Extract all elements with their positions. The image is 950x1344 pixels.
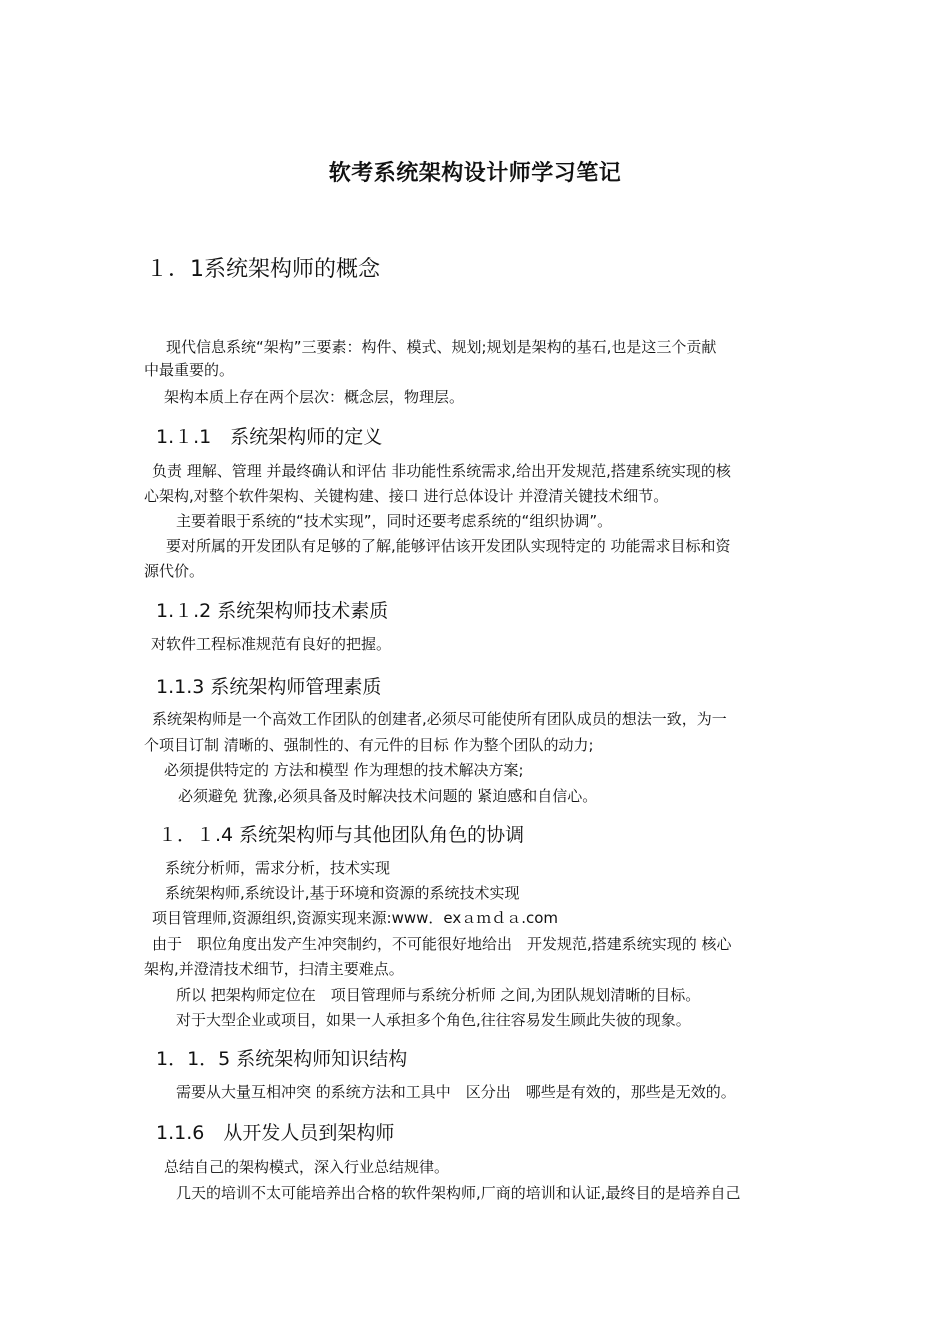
paragraph-line: 架构,并澄清技术细节，扫清主要难点。	[144, 960, 404, 978]
paragraph-line: 架构本质上存在两个层次：概念层，物理层。	[164, 388, 465, 406]
paragraph-line: 几天的培训不太可能培养出合格的软件架构师,厂商的培训和认证,最终目的是培养自己	[176, 1184, 741, 1202]
document-title: 软考系统架构设计师学习笔记	[328, 161, 622, 186]
subsection-heading-1-1-3: 1.1.3 系统架构师管理素质	[156, 676, 382, 698]
paragraph-line: 要对所属的开发团队有足够的了解,能够评估该开发团队实现特定的 功能需求目标和资	[166, 537, 731, 555]
section-heading-1-1: １．1系统架构师的概念	[146, 257, 380, 282]
paragraph-line: 项目管理师,资源组织,资源实现来源:www．exａｍｄａ.com	[152, 909, 559, 927]
paragraph-line: 对于大型企业或项目，如果一人承担多个角色,往往容易发生顾此失彼的现象。	[176, 1011, 691, 1029]
paragraph-line: 现代信息系统“架构”三要素：构件、模式、规划;规划是架构的基石,也是这三个贡献	[166, 338, 717, 356]
subsection-heading-1-1-5: 1．1．5 系统架构师知识结构	[156, 1048, 408, 1070]
subsection-heading-1-1-4: １．１.4 系统架构师与其他团队角色的协调	[158, 824, 525, 846]
paragraph-line: 源代价。	[144, 562, 205, 580]
paragraph-line: 系统分析师，需求分析，技术实现	[165, 859, 391, 877]
paragraph-line: 由于 职位角度出发产生冲突制约，不可能很好地给出 开发规范,搭建系统实现的 核心	[152, 935, 732, 953]
paragraph-line: 心架构,对整个软件架构、关键构建、接口 进行总体设计 并澄清关键技术细节。	[144, 487, 669, 505]
subsection-heading-1-1-6: 1.1.6 从开发人员到架构师	[156, 1122, 395, 1144]
paragraph-line: 负责 理解、管理 并最终确认和评估 非功能性系统需求,给出开发规范,搭建系统实现的核	[152, 462, 731, 480]
paragraph-line: 中最重要的。	[144, 361, 235, 379]
paragraph-line: 系统架构师,系统设计,基于环境和资源的系统技术实现	[165, 884, 520, 902]
paragraph-line: 必须提供特定的 方法和模型 作为理想的技术解决方案;	[164, 761, 524, 779]
paragraph-line: 主要着眼于系统的“技术实现”，同时还要考虑系统的“组织协调”。	[176, 512, 613, 530]
paragraph-line: 必须避免 犹豫,必须具备及时解决技术问题的 紧迫感和自信心。	[178, 787, 598, 805]
paragraph-line: 总结自己的架构模式，深入行业总结规律。	[164, 1158, 450, 1176]
paragraph-line: 需要从大量互相冲突 的系统方法和工具中 区分出 哪些是有效的，那些是无效的。	[176, 1083, 736, 1101]
paragraph-line: 所以 把架构师定位在 项目管理师与系统分析师 之间,为团队规划清晰的目标。	[176, 986, 701, 1004]
paragraph-line: 对软件工程标准规范有良好的把握。	[151, 635, 392, 653]
subsection-heading-1-1-2: 1.１.2 系统架构师技术素质	[156, 600, 389, 622]
paragraph-line: 系统架构师是一个高效工作团队的创建者,必须尽可能使所有团队成员的想法一致，为一	[152, 710, 727, 728]
paragraph-line: 个项目订制 清晰的、强制性的、有元件的目标 作为整个团队的动力;	[144, 736, 594, 754]
subsection-heading-1-1-1: 1.１.1 系统架构师的定义	[156, 426, 383, 448]
